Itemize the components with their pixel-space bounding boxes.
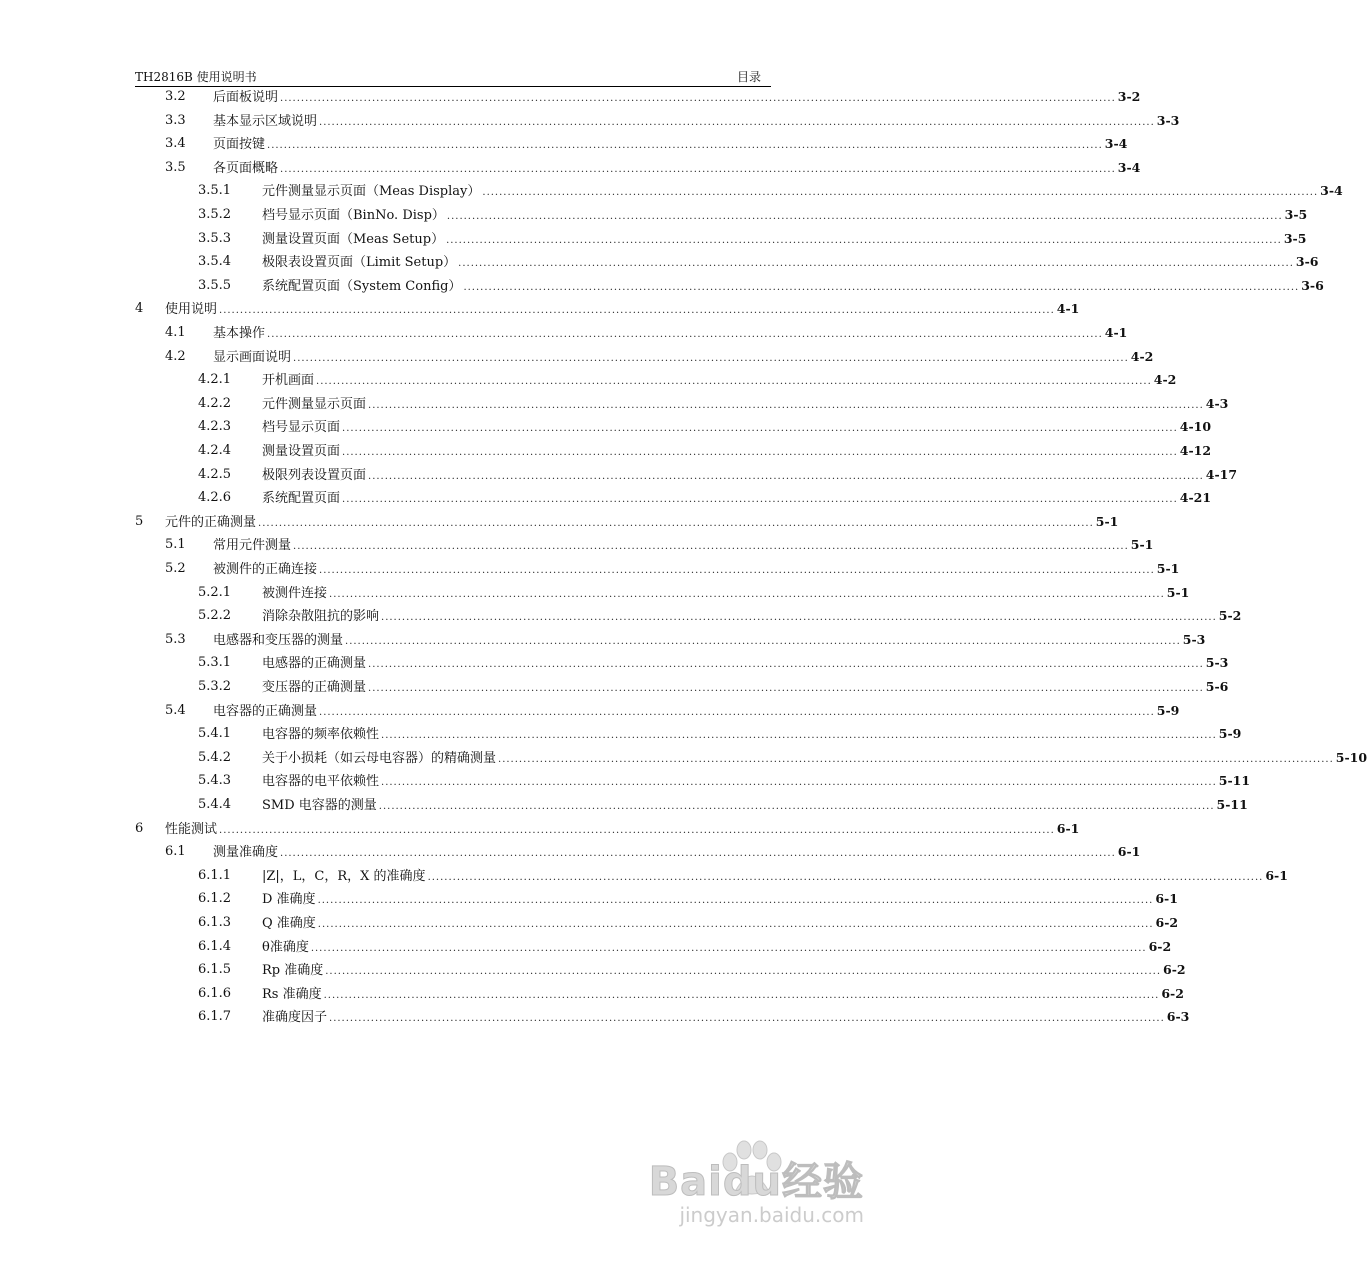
toc-entry-number: 6.1.5	[198, 962, 232, 978]
toc-entry-number: 4.2.2	[198, 395, 232, 411]
toc-entry-page: 5-11	[1216, 797, 1248, 812]
toc-entry-page: 4-1	[1104, 325, 1128, 340]
toc-entry	[198, 938, 1172, 956]
toc-entry	[135, 513, 1119, 531]
toc-dot-leader: ........................................................................................................................................................................................................	[498, 753, 1334, 765]
toc-entry	[198, 654, 1229, 672]
toc-dot-leader: ........................................................................................................................................................................................................	[325, 966, 1161, 978]
toc-entry	[198, 253, 1319, 271]
toc-entry-title: 准确度因子	[262, 1010, 328, 1026]
toc-dot-leader: ........................................................................................................................................................................................................	[219, 824, 1055, 836]
toc-dot-leader: ........................................................................................................................................................................................................	[293, 352, 1129, 364]
toc-entry-number: 5.2.1	[198, 584, 232, 600]
toc-dot-leader: ........................................................................................................................................................................................................	[280, 848, 1116, 860]
toc-entry	[198, 418, 1212, 436]
toc-entry	[198, 395, 1229, 413]
toc-entry-page: 4-17	[1205, 466, 1238, 482]
toc-entry-page: 5-1	[1130, 537, 1154, 553]
toc-entry-page: 4-1	[1056, 301, 1080, 317]
toc-entry	[198, 890, 1178, 908]
toc-entry-number: 3.5.4	[198, 254, 232, 270]
toc-entry-page: 5-3	[1205, 655, 1229, 671]
toc-entry-page: 3-6	[1301, 277, 1324, 293]
toc-dot-leader: ........................................................................................................................................................................................................	[381, 612, 1217, 624]
toc-entry-number: 4	[135, 301, 144, 317]
toc-dot-leader: ........................................................................................................................................................................................................	[381, 777, 1217, 789]
toc-dot-leader: ........................................................................................................................................................................................................	[368, 399, 1204, 411]
toc-dot-leader: ........................................................................................................................................................................................................	[319, 565, 1155, 576]
watermark-logo: Baidu经验	[648, 1159, 864, 1205]
toc-entry-number: 4.2.3	[198, 419, 232, 435]
toc-entry	[198, 607, 1242, 625]
toc-entry	[198, 230, 1307, 248]
toc-entry	[165, 702, 1180, 720]
toc-dot-leader: ........................................................................................................................................................................................................	[280, 163, 1116, 175]
toc-entry	[165, 324, 1128, 342]
toc-dot-leader: ........................................................................................................................................................................................................	[427, 871, 1264, 883]
toc-entry-page: 4-2	[1153, 372, 1177, 388]
toc-dot-leader: ........................................................................................................................................................................................................	[329, 1013, 1165, 1025]
baidu-watermark	[649, 1150, 864, 1227]
toc-entry-number: 5	[135, 513, 144, 529]
toc-entry-page: 3-2	[1117, 89, 1141, 104]
toc-dot-leader: ........................................................................................................................................................................................................	[446, 211, 1283, 222]
toc-entry	[165, 135, 1128, 153]
toc-entry-number: 5.1	[165, 537, 186, 553]
toc-entry-title: 基本操作	[213, 326, 266, 341]
toc-entry-title: Rs 准确度	[262, 986, 322, 1002]
toc-entry-title: 开机画面	[262, 373, 315, 389]
toc-entry	[198, 867, 1288, 885]
toc-entry-number: 3.3	[165, 112, 186, 128]
header-doc-title: TH2816B 使用说明书	[135, 70, 257, 84]
toc-entry-title: 测量准确度	[213, 845, 279, 861]
toc-dot-leader: ........................................................................................................................................................................................................	[317, 919, 1154, 930]
header-section-label: 目录	[736, 70, 761, 84]
toc-entry-number: 3.5.1	[198, 183, 232, 199]
toc-entry-page: 3-3	[1156, 112, 1180, 128]
toc-entry	[198, 277, 1324, 295]
toc-entry	[198, 442, 1212, 460]
toc-entry-page: 5-3	[1182, 631, 1206, 647]
toc-entry-number: 6.1	[165, 844, 186, 860]
toc-entry	[165, 159, 1141, 177]
toc-entry	[165, 88, 1141, 106]
toc-entry-number: 4.2	[165, 348, 186, 364]
toc-entry	[198, 206, 1308, 224]
toc-dot-leader: ........................................................................................................................................................................................................	[316, 376, 1152, 388]
toc-entry-number: 6.1.4	[198, 938, 232, 954]
toc-dot-leader: ........................................................................................................................................................................................................	[323, 989, 1160, 1001]
toc-entry	[198, 796, 1248, 814]
toc-dot-leader: ........................................................................................................................................................................................................	[368, 470, 1204, 482]
toc-entry	[198, 961, 1186, 979]
toc-entry-number: 4.1	[165, 325, 186, 340]
toc-entry-title: 档号显示页面（BinNo. Disp）	[262, 208, 445, 223]
toc-entry-title: 各页面概略	[213, 160, 279, 176]
toc-entry	[135, 300, 1080, 318]
toc-entry-number: 6.1.3	[198, 915, 232, 930]
toc-entry-title: 被测件的正确连接	[213, 562, 318, 577]
toc-entry-page: 6-2	[1163, 962, 1186, 978]
toc-entry-title: 元件的正确测量	[165, 514, 257, 530]
toc-entry-title: 关于小损耗（如云母电容器）的精确测量	[262, 750, 497, 766]
toc-entry-title: 极限表设置页面（Limit Setup）	[262, 255, 457, 271]
toc-entry-page: 3-4	[1320, 183, 1343, 199]
toc-entry-number: 4.2.4	[198, 443, 232, 458]
toc-entry	[198, 466, 1238, 484]
toc-entry-number: 5.4.3	[198, 773, 232, 789]
toc-entry	[198, 725, 1242, 743]
toc-dot-leader: ........................................................................................................................................................................................................	[319, 116, 1155, 128]
toc-dot-leader: ........................................................................................................................................................................................................	[219, 305, 1055, 317]
toc-dot-leader: ........................................................................................................................................................................................................	[293, 541, 1129, 553]
toc-entry-title: 页面按键	[213, 137, 266, 153]
toc-entry	[165, 631, 1206, 649]
toc-entry-title: 电感器和变压器的测量	[213, 632, 344, 648]
toc-entry-title: 性能测试	[165, 821, 218, 837]
toc-entry-title: 电感器的正确测量	[262, 656, 367, 672]
toc-dot-leader: ........................................................................................................................................................................................................	[258, 517, 1094, 529]
toc-entry-page: 6-1	[1056, 820, 1080, 836]
toc-entry-page: 5-11	[1218, 773, 1251, 789]
toc-dot-leader: ........................................................................................................................................................................................................	[368, 659, 1204, 671]
toc-entry-page: 3-6	[1295, 254, 1319, 270]
toc-entry-title: 系统配置页面	[262, 491, 341, 507]
toc-dot-leader: ........................................................................................................................................................................................................	[310, 942, 1147, 954]
toc-dot-leader: ........................................................................................................................................................................................................	[319, 706, 1155, 718]
toc-dot-leader: ........................................................................................................................................................................................................	[458, 258, 1294, 270]
toc-entry-title: 档号显示页面	[262, 420, 341, 436]
toc-entry-title: 系统配置页面（System Config）	[262, 278, 462, 294]
toc-entry-page: 5-1	[1156, 561, 1180, 576]
toc-entry-number: 5.4.1	[198, 726, 232, 742]
toc-dot-leader: ........................................................................................................................................................................................................	[329, 588, 1165, 600]
toc-entry-number: 6	[135, 820, 144, 836]
toc-entry	[198, 489, 1212, 507]
toc-entry-page: 6-2	[1148, 938, 1172, 954]
toc-entry-page: 4-21	[1179, 490, 1212, 506]
toc-entry-page: 5-6	[1205, 679, 1229, 694]
toc-entry-title: 测量设置页面（Meas Setup）	[262, 231, 445, 247]
toc-entry-page: 6-2	[1155, 915, 1179, 930]
toc-entry	[165, 348, 1154, 366]
toc-entry-title: θ准确度	[262, 939, 309, 955]
toc-entry-number: 3.5.5	[198, 277, 232, 293]
toc-dot-leader: ........................................................................................................................................................................................................	[378, 801, 1215, 812]
toc-dot-leader: ........................................................................................................................................................................................................	[267, 140, 1103, 152]
toc-entry-title: 被测件连接	[262, 585, 328, 601]
toc-entry	[198, 584, 1190, 602]
toc-entry-title: 常用元件测量	[213, 538, 292, 554]
toc-entry-title: 电容器的正确测量	[213, 703, 318, 719]
toc-entry	[165, 536, 1154, 554]
toc-entry-title: 消除杂散阻抗的影响	[262, 609, 380, 625]
toc-entry	[165, 843, 1141, 861]
toc-entry-title: D 准确度	[262, 892, 316, 908]
toc-entry-page: 3-4	[1117, 159, 1141, 175]
toc-entry-number: 5.4.2	[198, 749, 232, 765]
toc-entry	[198, 914, 1179, 932]
toc-entry-number: 4.2.1	[198, 372, 232, 388]
toc-entry-title: 变压器的正确测量	[262, 680, 367, 695]
toc-entry	[198, 182, 1343, 200]
toc-entry-title: 极限列表设置页面	[262, 467, 367, 483]
toc-entry-number: 3.5.2	[198, 207, 232, 222]
toc-entry-number: 6.1.7	[198, 1009, 232, 1025]
toc-dot-leader: ........................................................................................................................................................................................................	[280, 93, 1116, 104]
toc-entry-title: |Z|，L，C，R，X 的准确度	[262, 868, 426, 884]
toc-entry	[198, 678, 1229, 696]
toc-entry	[198, 371, 1177, 389]
toc-dot-leader: ........................................................................................................................................................................................................	[342, 447, 1178, 458]
toc-entry-title: 测量设置页面	[262, 444, 341, 459]
toc-entry-page: 5-10	[1335, 749, 1367, 765]
toc-entry-number: 3.2	[165, 89, 186, 104]
toc-entry-page: 6-3	[1166, 1009, 1190, 1025]
toc-entry-page: 4-2	[1130, 348, 1154, 364]
toc-entry-title: 基本显示区域说明	[213, 113, 318, 129]
toc-entry-number: 5.3.2	[198, 679, 232, 694]
toc-entry-page: 5-9	[1218, 726, 1242, 742]
toc-entry-title: Rp 准确度	[262, 963, 324, 979]
toc-entry-number: 3.5	[165, 159, 186, 175]
page-header	[135, 66, 771, 87]
toc-dot-leader: ........................................................................................................................................................................................................	[342, 423, 1178, 435]
toc-entry	[198, 749, 1367, 767]
toc-entry-title: 电容器的频率依赖性	[262, 727, 380, 743]
toc-entry-title: 元件测量显示页面	[262, 396, 367, 412]
toc-entry-number: 5.4.4	[198, 797, 232, 812]
toc-dot-leader: ........................................................................................................................................................................................................	[463, 281, 1300, 293]
toc-entry-number: 4.2.5	[198, 466, 232, 482]
toc-dot-leader: ........................................................................................................................................................................................................	[267, 329, 1103, 340]
toc-entry-page: 3-4	[1104, 136, 1128, 152]
toc-dot-leader: ........................................................................................................................................................................................................	[317, 895, 1154, 907]
toc-entry-title: 显示画面说明	[213, 349, 292, 365]
toc-entry-number: 3.5.3	[198, 230, 232, 246]
toc-dot-leader: ........................................................................................................................................................................................................	[368, 683, 1204, 694]
toc-dot-leader: ........................................................................................................................................................................................................	[345, 635, 1181, 647]
watermark-url: jingyan.baidu.com	[679, 1203, 864, 1227]
toc-entry-number: 6.1.2	[198, 891, 232, 907]
toc-entry-number: 6.1.1	[198, 867, 232, 883]
toc-entry-page: 6-1	[1155, 891, 1178, 907]
toc-entry-page: 4-12	[1179, 443, 1212, 458]
toc-entry-title: 元件测量显示页面（Meas Display）	[262, 184, 481, 200]
toc-entry-number: 4.2.6	[198, 490, 232, 506]
toc-entry-number: 6.1.6	[198, 985, 232, 1001]
toc-entry-number: 3.4	[165, 136, 186, 152]
toc-entry-page: 6-1	[1265, 867, 1288, 883]
toc-entry-page: 4-10	[1179, 419, 1212, 435]
toc-entry-number: 5.4	[165, 702, 186, 718]
toc-entry-page: 4-3	[1205, 395, 1229, 411]
toc-entry	[165, 560, 1180, 578]
toc-entry	[165, 112, 1180, 130]
toc-entry	[135, 820, 1080, 838]
toc-entry-title: Q 准确度	[262, 916, 316, 931]
toc-entry-number: 5.2	[165, 561, 186, 576]
toc-entry-page: 3-5	[1283, 230, 1307, 246]
toc-entry-title: SMD 电容器的测量	[262, 798, 377, 813]
toc-dot-leader: ........................................................................................................................................................................................................	[342, 494, 1178, 506]
toc-entry-page: 6-1	[1117, 844, 1141, 860]
toc-entry-number: 5.3	[165, 631, 186, 647]
toc-entry-title: 电容器的电平依赖性	[262, 774, 380, 790]
toc-entry	[198, 772, 1251, 790]
toc-entry-page: 5-2	[1218, 608, 1242, 624]
toc-dot-leader: ........................................................................................................................................................................................................	[482, 187, 1319, 199]
toc-entry-number: 5.3.1	[198, 655, 232, 671]
toc-entry-page: 3-5	[1284, 207, 1308, 222]
toc-entry-page: 5-1	[1095, 513, 1119, 529]
toc-entry	[198, 985, 1184, 1003]
toc-entry-title: 使用说明	[165, 302, 218, 318]
toc-entry-page: 5-1	[1166, 584, 1190, 600]
toc-entry-title: 后面板说明	[213, 90, 279, 105]
toc-dot-leader: ........................................................................................................................................................................................................	[381, 730, 1217, 742]
toc-entry-page: 5-9	[1156, 702, 1180, 718]
toc-dot-leader: ........................................................................................................................................................................................................	[446, 234, 1282, 246]
toc-entry-number: 5.2.2	[198, 608, 232, 624]
toc-entry-page: 6-2	[1161, 985, 1184, 1001]
toc-entry	[198, 1008, 1190, 1026]
